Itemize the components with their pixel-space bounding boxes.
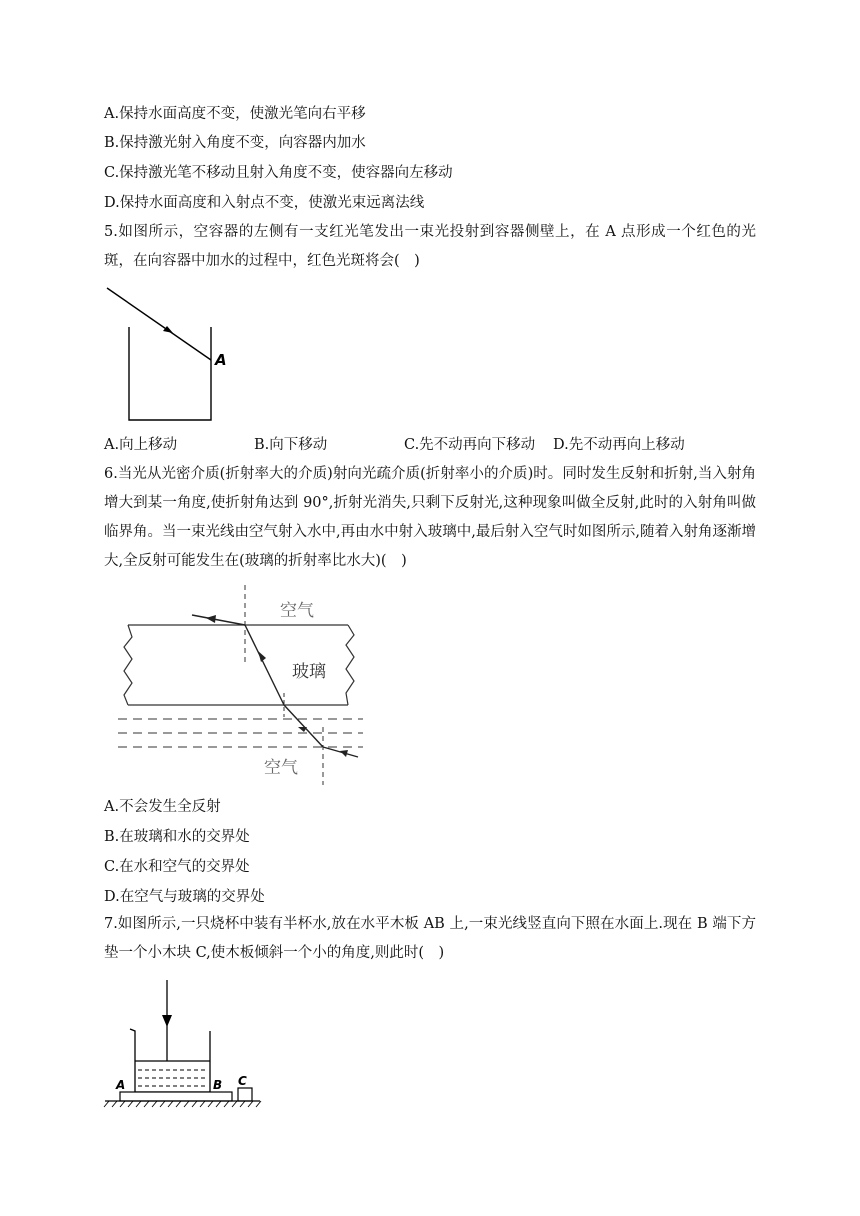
q5-option-c: C.先不动再向下移动	[404, 437, 536, 453]
q6-air-bottom-label: 空气	[264, 758, 298, 778]
q7-figure	[100, 975, 270, 1110]
q6-stem: 6.当光从光密介质(折射率大的介质)射向光疏介质(折射率小的介质)时。同时发生反射和折射,当入射角增大到某一角度,使折射角达到 90°,折射光消失,只剩下反射光,这种现象叫做全反射,此时的入射角叫做临界角。当一束光线由空气射入水中,再由水中射入玻璃中,最后射入空气时如图所示,随着入射角逐渐增大,全反射可能发生在(玻璃的折射率比水大)( )	[104, 466, 756, 569]
q5-option-d: D.先不动再向上移动	[553, 437, 685, 453]
q6-option-c: C.在水和空气的交界处	[104, 859, 250, 875]
q6-glass-label: 玻璃	[292, 662, 326, 682]
q5-stem: 5.如图所示，空容器的左侧有一支红光笔发出一束光投射到容器侧壁上，在 A 点形成一个红色的光斑，在向容器中加水的过程中，红色光斑将会( )	[104, 224, 756, 269]
q6-air-top-label: 空气	[280, 601, 314, 621]
q5-option-a: A.向上移动	[104, 437, 178, 453]
q4-option-b: B.保持激光射入角度不变，向容器内加水	[104, 135, 366, 151]
q4-option-d: D.保持水面高度和入射点不变，使激光束远离法线	[104, 195, 425, 211]
q6-figure	[118, 585, 368, 785]
q4-option-c: C.保持激光笔不移动且射入角度不变，使容器向左移动	[104, 165, 453, 181]
q7-stem: 7.如图所示,一只烧杯中装有半杯水,放在水平木板 AB 上,一束光线竖直向下照在水面上.现在 B 端下方垫一个小木块 C,使木板倾斜一个小的角度,则此时( )	[104, 916, 756, 961]
q5-option-b: B.向下移动	[254, 437, 328, 453]
q6-option-d: D.在空气与玻璃的交界处	[104, 889, 265, 905]
q7-label-b: B	[213, 1078, 223, 1092]
q4-option-a: A.保持水面高度不变，使激光笔向右平移	[104, 106, 366, 122]
q5-figure	[100, 282, 240, 424]
q7-label-c: C	[238, 1074, 247, 1088]
q6-option-a: A.不会发生全反射	[104, 799, 221, 815]
q7-label-a: A	[116, 1078, 126, 1092]
q6-option-b: B.在玻璃和水的交界处	[104, 829, 250, 845]
q5-point-a-label: A	[215, 351, 227, 369]
